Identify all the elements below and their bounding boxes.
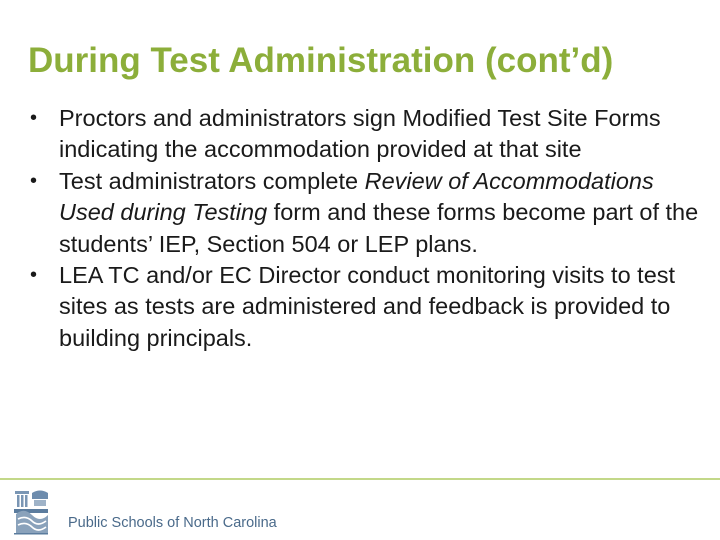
bullet-text-part: Test administrators complete	[59, 167, 365, 194]
bullet-marker: •	[30, 169, 38, 192]
bullet-text	[59, 168, 698, 257]
bullet-item	[28, 260, 700, 354]
bullet-text-part: Proctors and administrators sign Modified Test Site Forms indicating the accommodation provided at that site	[59, 105, 661, 163]
bullet-text-part: LEA TC and/or EC Director conduct monitoring visits to test sites as tests are administered and feedback is provided to building principals.	[59, 262, 676, 351]
state-capitol-building-icon	[12, 489, 62, 535]
bullet-item	[28, 103, 700, 166]
bullet-marker: •	[30, 264, 38, 287]
bullet-marker: •	[30, 107, 38, 129]
bullet-list	[28, 103, 700, 354]
bullet-text	[59, 105, 661, 162]
slide-title: During Test Administration (cont’d)	[28, 41, 614, 80]
bullet-item	[28, 166, 700, 260]
footer-logo	[12, 489, 277, 533]
bullet-text-part: form and these forms become part of the students’ IEP, Section 504 or LEP plans.	[59, 199, 699, 257]
footer-divider	[0, 478, 720, 480]
bullet-text-italic: Review of Accommodations Used during Testing	[59, 167, 654, 226]
bullet-text	[59, 262, 675, 351]
footer-org-name: Public Schools of North Carolina	[68, 515, 277, 531]
